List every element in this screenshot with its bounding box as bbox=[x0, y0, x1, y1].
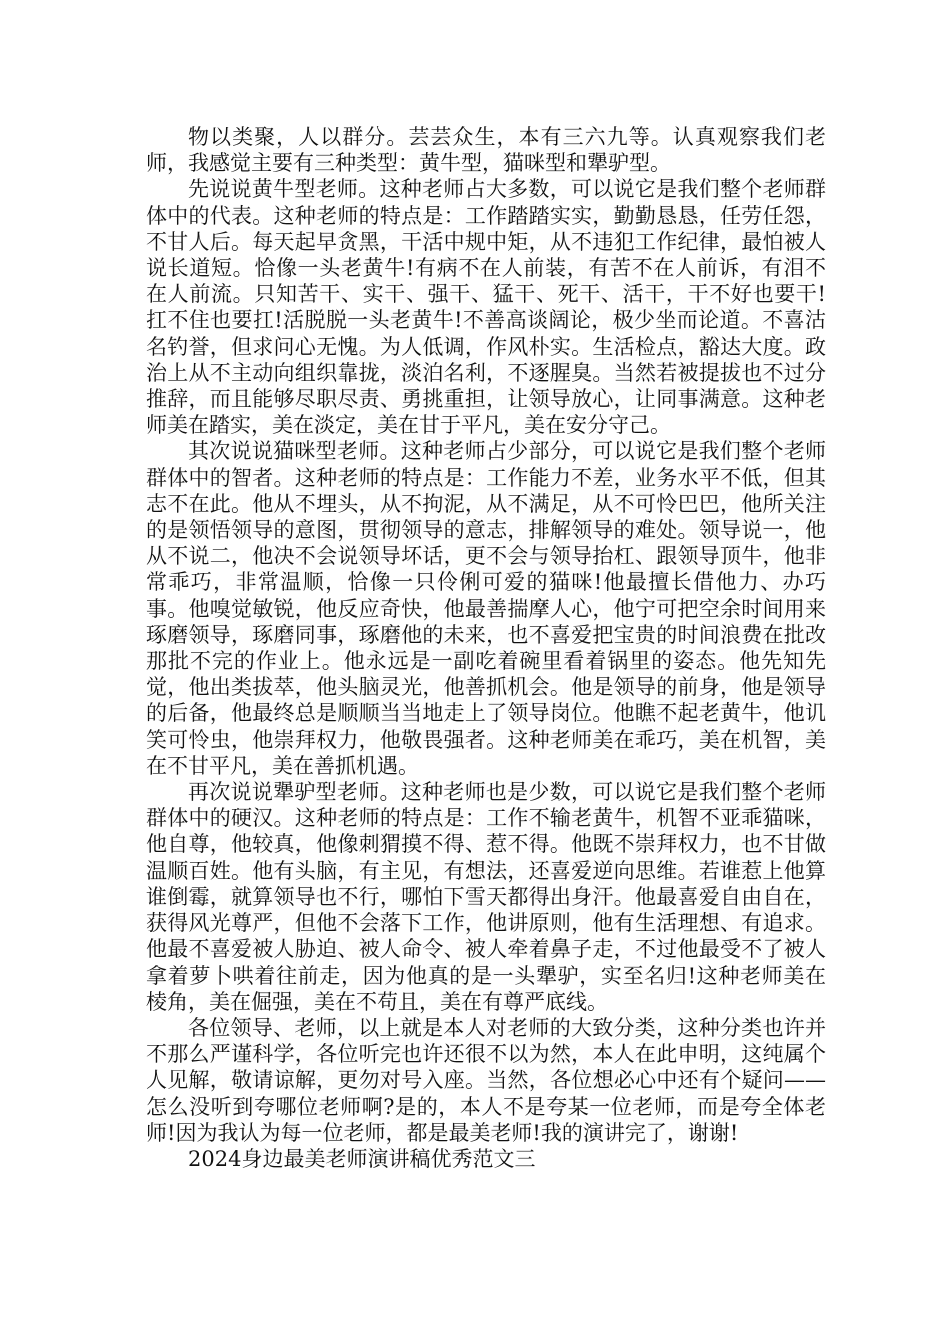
next-section-heading: 2024身边最美老师演讲稿优秀范文三 bbox=[188, 1146, 536, 1171]
paragraph-cat-type: 其次说说猫咪型老师。这种老师占少部分，可以说它是我们整个老师群体中的智者。这种老师的特点是：工作能力不差，业务水平不低，但其志不在此。他从不埋头，从不拘泥，从不满足，从不可怜巴巴，他所关注的是领悟领导的意图，贯彻领导的意志，排解领导的难处。领导说一，他从不说二，他决不会说领导坏话，更不会与领导抬杠、跟领导顶牛，他非常乖巧，非常温顺，恰像一只伶俐可爱的猫咪!他最擅长借他力、办巧事。他嗅觉敏锐，他反应奇快，他最善揣摩人心，他宁可把空余时间用来琢磨领导，琢磨同事，琢磨他的未来，也不喜爱把宝贵的时间浪费在批改那批不完的作业上。他永远是一副吃着碗里看着锅里的姿态。他先知先觉，他出类拔萃，他头脑灵光，他善抓机会。他是领导的前身，他是领导的后备，他最终总是顺顺当当地走上了领导岗位。他瞧不起老黄牛，他讥笑可怜虫，他崇拜权力，他敬畏强者。这种老师美在乖巧，美在机智，美在不甘平凡，美在善抓机遇。 bbox=[146, 439, 826, 778]
document-body bbox=[146, 124, 826, 1172]
paragraph-intro: 物以类聚，人以群分。芸芸众生，本有三六九等。认真观察我们老师，我感觉主要有三种类型：黄牛型，猫咪型和犟驴型。 bbox=[146, 125, 826, 176]
paragraph-donkey-type: 再次说说犟驴型老师。这种老师也是少数，可以说它是我们整个老师群体中的硬汉。这种老师的特点是：工作不输老黄牛，机智不亚乖猫咪，他自尊，他较真，他像刺猬摸不得、惹不得。他既不崇拜权力，也不甘做温顺百姓。他有头脑，有主见，有想法，还喜爱逆向思维。若谁惹上他算谁倒霉，就算领导也不行，哪怕下雪天都得出身汗。他最喜爱自由自在，获得风光尊严，但他不会落下工作，他讲原则，他有生活理想、有追求。他最不喜爱被人胁迫、被人命令、被人牵着鼻子走，不过他最受不了被人拿着萝卜哄着往前走，因为他真的是一头犟驴，实至名归!这种老师美在棱角，美在倔强，美在不苟且，美在有尊严底线。 bbox=[146, 780, 826, 1014]
paragraph-ox-type: 先说说黄牛型老师。这种老师占大多数，可以说它是我们整个老师群体中的代表。这种老师的特点是：工作踏踏实实，勤勤恳恳，任劳任怨，不甘人后。每天起早贪黑，干活中规中矩，从不违犯工作纪律，最怕被人说长道短。恰像一头老黄牛!有病不在人前装，有苦不在人前诉，有泪不在人前流。只知苦干、实干、强干、猛干、死干、活干，干不好也要干!扛不住也要扛!活脱脱一头老黄牛!不善高谈阔论，极少坐而论道。不喜沽名钓誉，但求问心无愧。为人低调，作风朴实。生活检点，豁达大度。政治上从不主动向组织靠拢，淡泊名利，不逐腥臭。当然若被提拔也不过分推辞，而且能够尽职尽责、勇挑重担，让领导放心，让同事满意。这种老师美在踏实，美在淡定，美在甘于平凡，美在安分守己。 bbox=[146, 177, 826, 438]
paragraph-conclusion: 各位领导、老师，以上就是本人对老师的大致分类，这种分类也许并不那么严谨科学，各位听完也许还很不以为然，本人在此申明，这纯属个人见解，敬请谅解，更勿对号入座。当然，各位想必心中还有个疑问——怎么没听到夸哪位老师啊?是的，本人不是夸某一位老师，而是夸全体老师!因为我认为每一位老师，都是最美老师!我的演讲完了，谢谢! bbox=[146, 1015, 826, 1145]
